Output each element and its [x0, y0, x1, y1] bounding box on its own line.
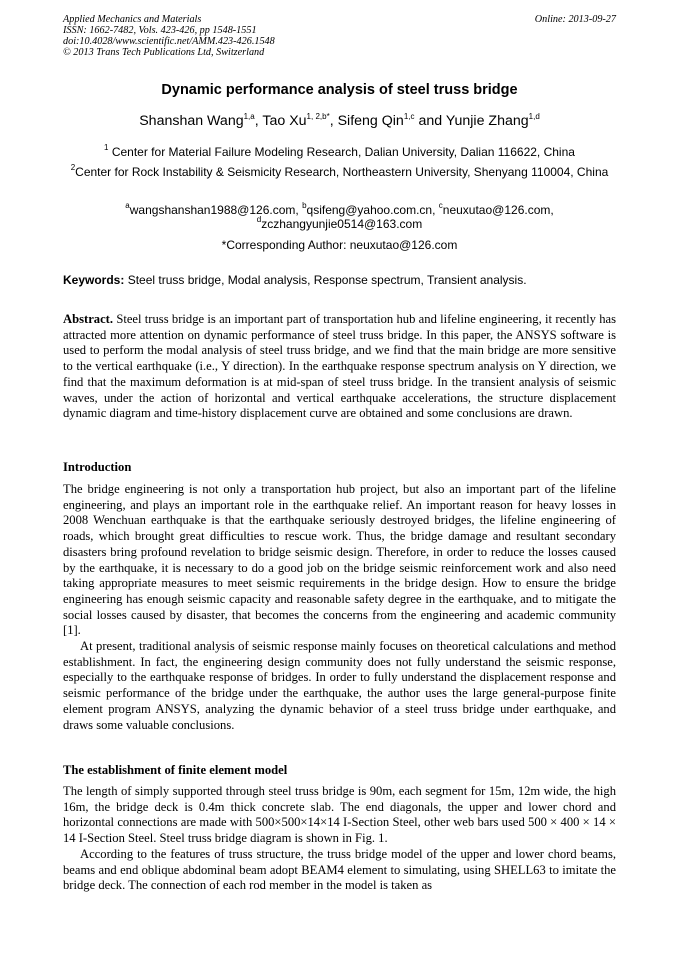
abstract-text: Steel truss bridge is an important part of transportation hub and lifeline engineering, it recently has attracted more attention on dynamic performance of steel truss bridge. In this paper, the ANSYS software is used to perform the modal analysis of steel truss bridge, and we find that the main bridge are more sensitive to the vertical earthquake (i.e., Y direction). In the earthquake response spectrum analysis on Y direction, we find that the maximum deformation is at mid-span of steel truss bridge. In the transient analysis of seismic waves, under the action of horizontal and vertical earthquake accelerations, the structure displacement dynamic diagram and time-history displacement curve are obtained and some conclusions are drawn.	[63, 312, 616, 421]
author-name: Tao Xu	[262, 113, 307, 129]
paragraph: The length of simply supported through steel truss bridge is 90m, each segment for 15m, 12m wide, the high 16m, the bridge deck is 0.4m thick concrete slab. The end diagonals, the upper and lower chord and horizontal connections are made with 500×500×14×14 I-Section Steel, other web bars used 500 × 400 × 14 × 14 I-Section Steel. Steel truss bridge diagram is shown in Fig. 1.	[63, 784, 616, 846]
doi-line: doi:10.4028/www.scientific.net/AMM.423-426.1548	[63, 36, 275, 47]
author-sep: ,	[329, 113, 338, 129]
copyright-line: © 2013 Trans Tech Publications Ltd, Switzerland	[63, 47, 265, 58]
affiliation-text: Center for Rock Instability & Seismicity Research, Northeastern University, Shenyang 110004, China	[75, 165, 609, 179]
affiliation-text: Center for Material Failure Modeling Research, Dalian University, Dalian 116622, China	[108, 145, 575, 159]
online-date: Online: 2013-09-27	[534, 14, 616, 25]
affiliation-number: 1	[104, 143, 109, 152]
email-sup: d	[256, 215, 262, 224]
abstract-label: Abstract.	[63, 312, 114, 326]
paragraph: The bridge engineering is not only a transportation hub project, but also an important part of the lifeline engineering, and plays an important role in the earthquake relief. An important reason for heavy losses in 2008 Wenchuan earthquake is that the earthquake seriously destroyed bridges, the lifeline engineering of roads, which brought great difficulties to rescue work. Thus, the bridge damage and resultant secondary disasters bring profound revelation to bridge seismic design. Therefore, in order to reduce the losses caused by the earthquake, it is necessary to do a good job on the bridge seismic reinforcement work and also need taking appropriate measures to meet seismic requirements in the bridge design. How to ensure the bridge engineering has enough seismic capacity and reasonable safety degree in the earthquake, and to mitigate the social losses caused by disaster, that becomes the concerns from the engineering and academic community [1].	[63, 482, 616, 638]
author-name: Shanshan Wang	[139, 113, 244, 129]
author-name: Sifeng Qin	[337, 113, 404, 129]
section-heading-model: The establishment of finite element model	[63, 763, 288, 777]
corresponding-author: *Corresponding Author: neuxutao@126.com	[221, 238, 458, 252]
affiliation-2	[63, 165, 616, 180]
email-sup: b	[302, 201, 307, 210]
keywords-label: Keywords:	[63, 273, 125, 287]
email-sup: c	[438, 201, 443, 210]
author-emails	[63, 203, 616, 231]
journal-name: Applied Mechanics and Materials	[63, 14, 202, 25]
email-d: zczhangyunjie0514@163.com	[261, 217, 423, 231]
author-sep: and	[414, 113, 446, 129]
issn-line: ISSN: 1662-7482, Vols. 423-426, pp 1548-1551	[63, 25, 257, 36]
section-heading-introduction: Introduction	[63, 460, 132, 474]
author-sup: 1,c	[403, 112, 415, 121]
email-c: neuxutao@126.com,	[442, 203, 554, 217]
email-sup: a	[125, 201, 130, 210]
paragraph: According to the features of truss structure, the truss bridge model of the upper and lower chord beams, beams and end oblique abdominal beam adopt BEAM4 element to simulating, using SHELL63 to imitate the bridge deck. The connection of each rod member in the model is taken as	[63, 846, 616, 893]
paragraph: At present, traditional analysis of seismic response mainly focuses on theoretical calculations and method establishment. In fact, the engineering design community does not fully understand the seismic response, especially to the earthquake response of bridges. In order to fully understand the displacement response and seismic performance of the bridge under the earthquake, the author uses the large general-purpose finite element program ANSYS, analyzing the dynamic behavior of a steel truss bridge under earthquake, and draws some valuable conclusions.	[63, 639, 616, 732]
affiliation-1	[63, 145, 616, 160]
introduction-body	[63, 482, 616, 733]
author-list	[63, 112, 616, 130]
journal-header	[63, 14, 616, 58]
email-b: qsifeng@yahoo.com.cn,	[306, 203, 439, 217]
abstract	[63, 312, 616, 422]
author-sup: 1,d	[528, 112, 540, 121]
keywords	[63, 273, 616, 288]
model-section-body	[63, 784, 616, 894]
author-sep: ,	[254, 113, 263, 129]
keywords-text: Steel truss bridge, Modal analysis, Response spectrum, Transient analysis.	[124, 273, 527, 287]
paper-title: Dynamic performance analysis of steel truss bridge	[161, 82, 518, 98]
author-sup: 1, 2,b*	[306, 112, 330, 121]
author-name: Yunjie Zhang	[445, 113, 529, 129]
author-sup: 1,a	[243, 112, 255, 121]
affiliation-number: 2	[70, 163, 76, 172]
email-a: wangshanshan1988@126.com,	[129, 203, 303, 217]
